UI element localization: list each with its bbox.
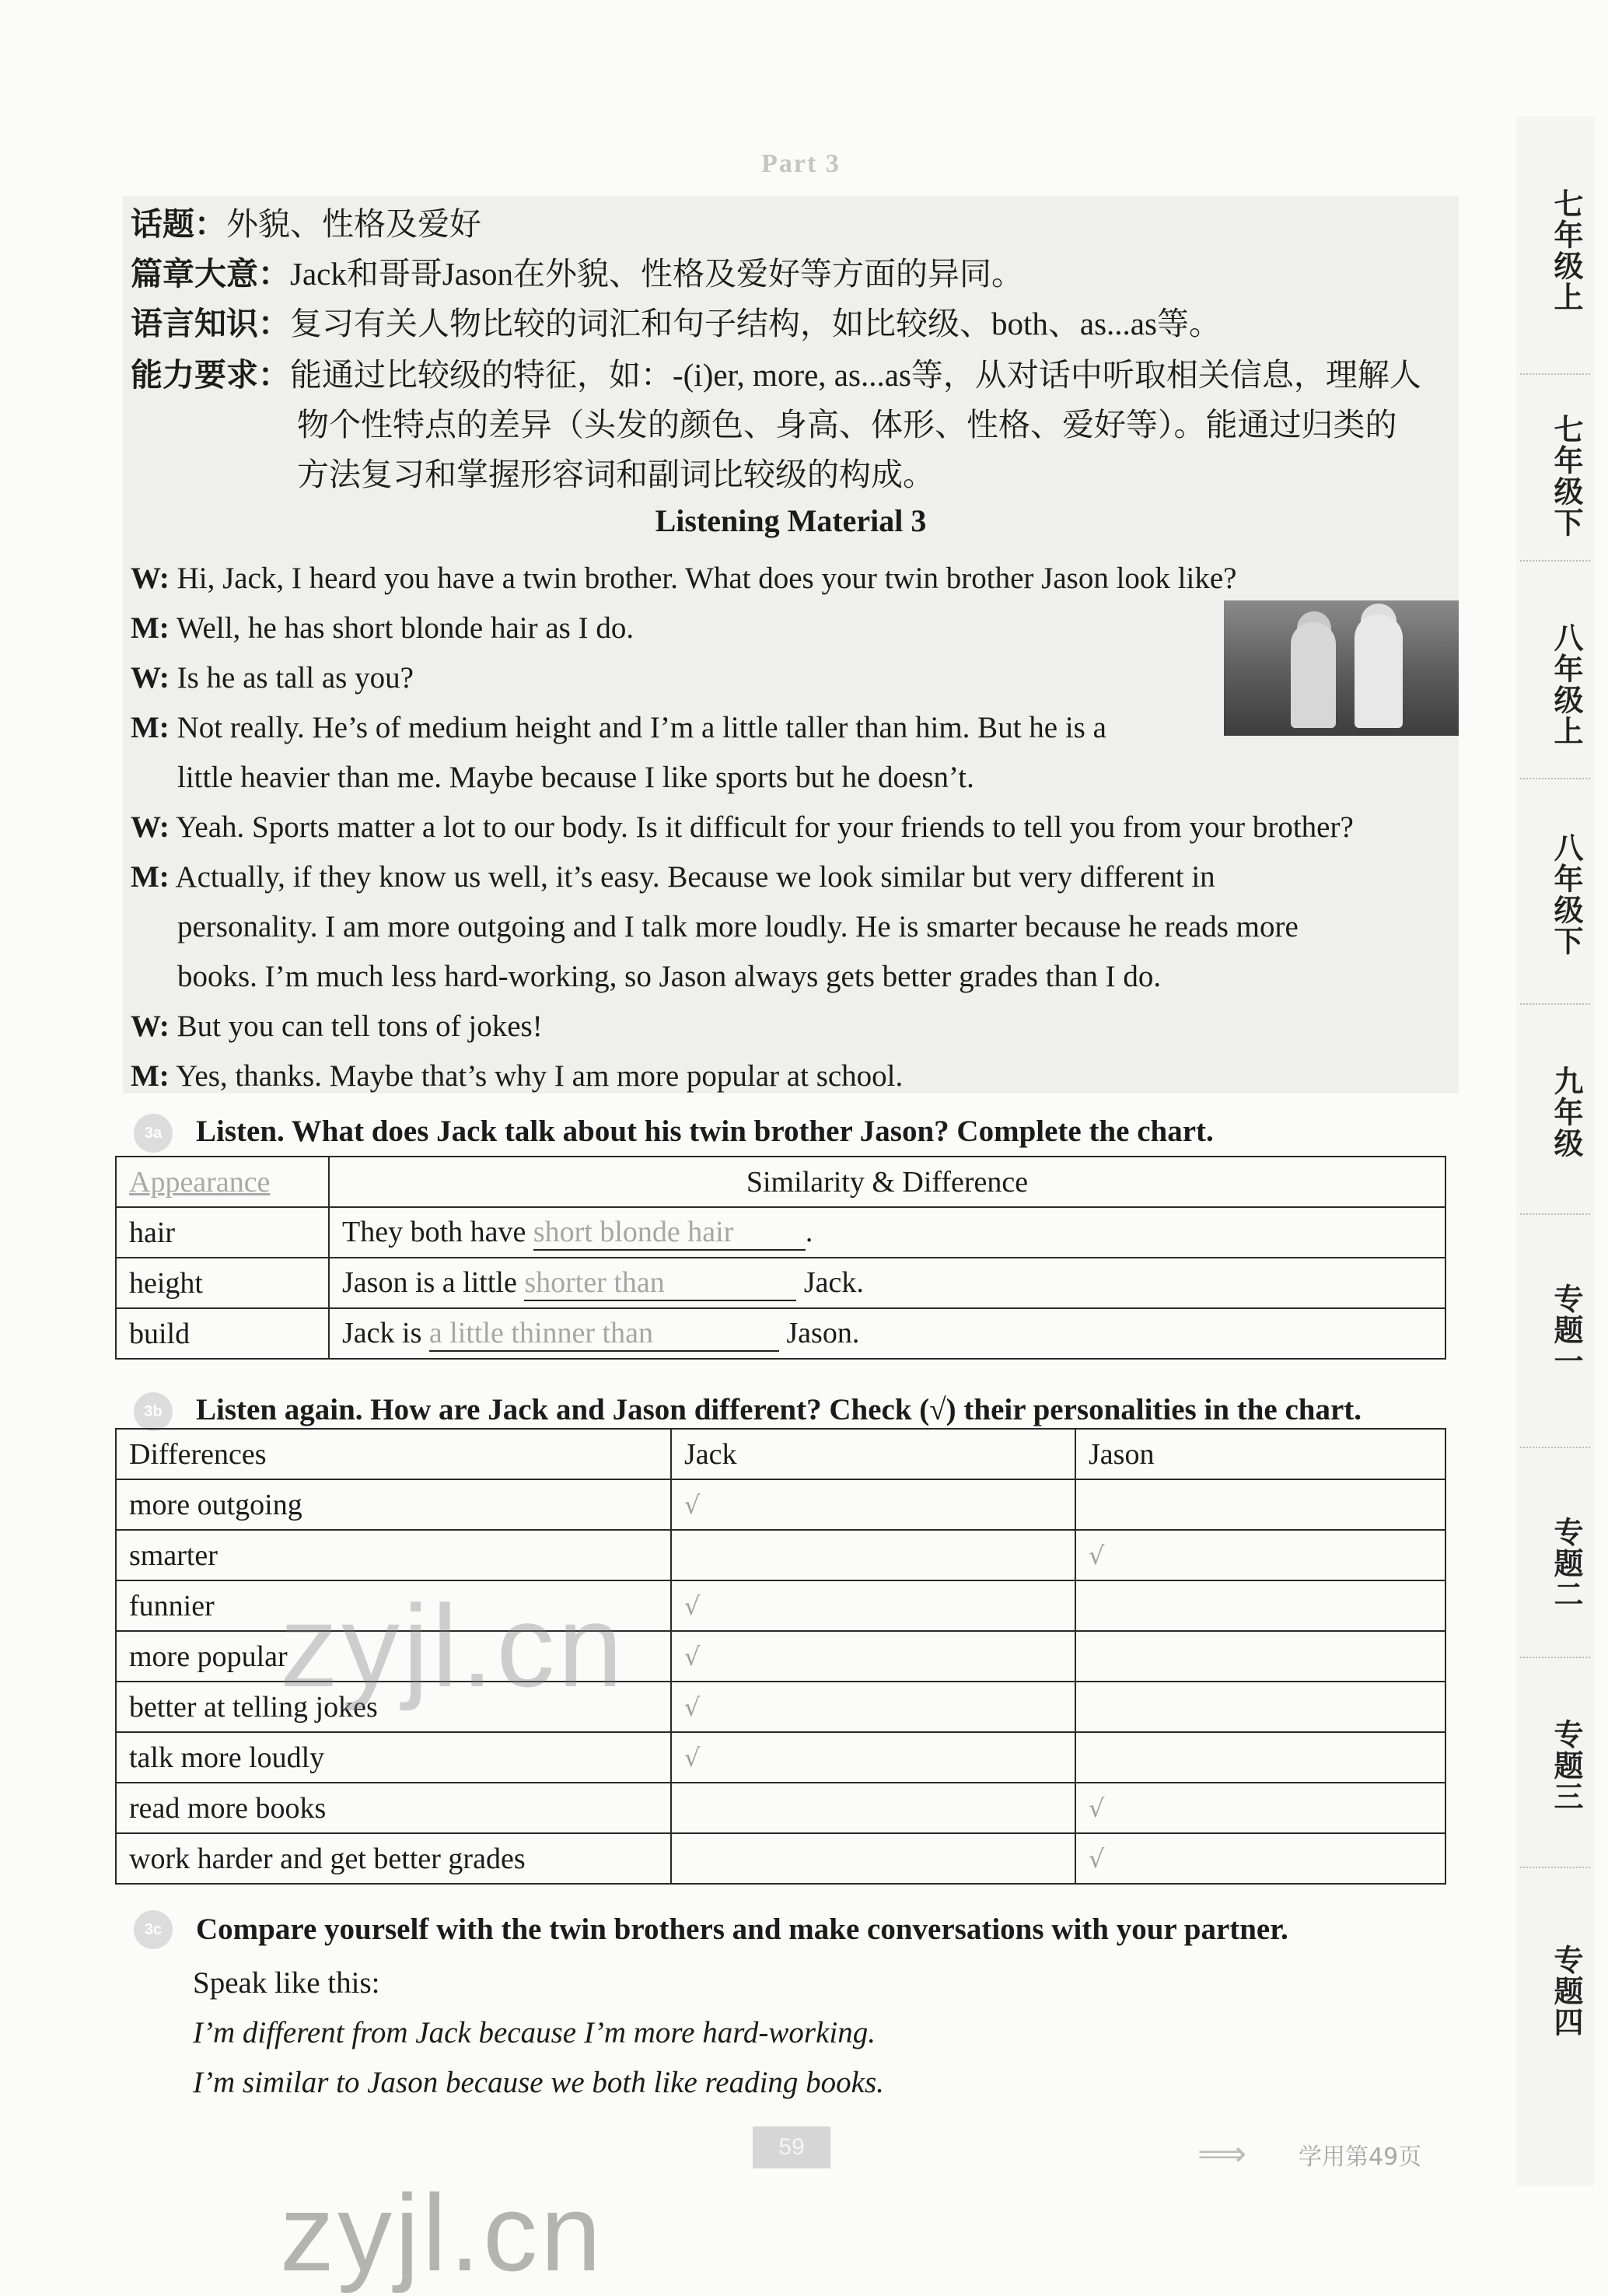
difference-label: read more books	[116, 1783, 671, 1833]
appearance-chart	[115, 1156, 1446, 1360]
example-sentence-1: I’m different from Jack because I’m more hard-working.	[193, 2016, 876, 2049]
jason-check	[1075, 1479, 1445, 1530]
knowledge-label: 语言知识：	[131, 306, 290, 341]
summary-label: 篇章大意：	[131, 256, 290, 292]
difference-label: more outgoing	[116, 1479, 671, 1530]
ability-text-1: 能通过比较级的特征，如：-(i)er, more, as...as等，从对话中听取相关信息，理解人	[290, 357, 1421, 393]
table-row	[116, 1732, 1445, 1783]
utterance: Actually, if they know us well, it’s easy. Because we look similar but very different in	[175, 860, 1215, 894]
speaker: W:	[131, 661, 170, 695]
difference-label: talk more loudly	[116, 1732, 671, 1783]
jack-check	[671, 1530, 1075, 1580]
watermark-text: zyjl.cn	[280, 1580, 626, 1711]
arrow-icon: ⟹	[1197, 2134, 1247, 2174]
page-number: 59	[753, 2126, 830, 2168]
speaker: M:	[131, 860, 170, 894]
sidebar-divider	[1520, 1003, 1590, 1005]
utterance: Yes, thanks. Maybe that’s why I am more popular at school.	[176, 1059, 904, 1093]
summary-text: Jack和哥哥Jason在外貌、性格及爱好等方面的异同。	[290, 256, 1023, 292]
sidebar-tab-grade8-up[interactable]: 八年级上	[1549, 622, 1583, 747]
sidebar-tab-topic-2[interactable]: 专题二	[1549, 1517, 1583, 1610]
dialogue-line-4	[131, 703, 1106, 753]
dialogue-line-3	[131, 653, 414, 703]
difference-label: more popular	[116, 1631, 671, 1682]
speaker: W:	[131, 810, 170, 844]
dialogue-line-4-cont: little heavier than me. Maybe because I like sports but he doesn’t.	[177, 761, 974, 794]
dialogue-line-1	[131, 554, 1236, 604]
answer-blank: short blonde hair	[533, 1215, 806, 1251]
footer-reference: 学用第49页	[1299, 2144, 1422, 2171]
row-sentence: They both have short blonde hair .	[329, 1207, 1445, 1258]
speaker: M:	[131, 611, 170, 645]
summary-line	[131, 252, 1023, 296]
watermark-bottom: zyjl.cn	[280, 2172, 604, 2294]
utterance: Is he as tall as you?	[177, 661, 414, 695]
table-row	[116, 1479, 1445, 1530]
ability-line-3: 方法复习和掌握形容词和副词比较级的构成。	[297, 457, 935, 492]
header-similarity: Similarity & Difference	[329, 1157, 1445, 1207]
utterance: Yeah. Sports matter a lot to our body. Is it difficult for your friends to tell you from your brother?	[176, 810, 1354, 844]
table-row	[116, 1833, 1445, 1884]
jason-check	[1075, 1580, 1445, 1631]
difference-label: work harder and get better grades	[116, 1833, 671, 1884]
jason-check: √	[1075, 1530, 1445, 1580]
answer-blank: shorter than	[524, 1265, 796, 1301]
jason-check: √	[1075, 1783, 1445, 1833]
difference-label: funnier	[116, 1580, 671, 1631]
sidebar-tab-topic-4[interactable]: 专题四	[1549, 1944, 1583, 2038]
difference-label: smarter	[116, 1530, 671, 1580]
listening-material-title: Listening Material 3	[655, 503, 927, 538]
dialogue-line-5	[131, 803, 1354, 852]
task-3a-title: Listen. What does Jack talk about his twin brother Jason? Complete the chart.	[196, 1115, 1214, 1148]
jason-check	[1075, 1732, 1445, 1783]
speaker: M:	[131, 1059, 170, 1093]
speaker: W:	[131, 1010, 170, 1043]
header-differences: Differences	[116, 1429, 671, 1479]
row-label: build	[116, 1308, 329, 1359]
sidebar-tab-topic-3[interactable]: 专题三	[1549, 1719, 1583, 1812]
header-appearance: Appearance	[116, 1157, 329, 1207]
answer-blank: a little thinner than	[429, 1316, 779, 1352]
task-3c-title: Compare yourself with the twin brothers and make conversations with your partner.	[196, 1913, 1288, 1946]
sidebar-tab-grade8-down[interactable]: 八年级下	[1549, 832, 1583, 957]
speak-like-this: Speak like this:	[193, 1966, 380, 2000]
jack-check: √	[671, 1631, 1075, 1682]
task-3b-title: Listen again. How are Jack and Jason different? Check (√) their personalities in the chart.	[196, 1393, 1362, 1426]
ability-line-1	[131, 353, 1421, 397]
sidebar-divider	[1520, 778, 1590, 779]
utterance: Well, he has short blonde hair as I do.	[176, 611, 634, 645]
table-row	[116, 1207, 1445, 1258]
sidebar-divider	[1520, 1867, 1590, 1868]
jack-check: √	[671, 1682, 1075, 1732]
ability-label: 能力要求：	[131, 357, 290, 393]
row-label: height	[116, 1258, 329, 1308]
task-3b-badge: 3b	[134, 1392, 173, 1431]
task-3c-badge: 3c	[134, 1910, 173, 1949]
sidebar-tab-topic-1[interactable]: 专题一	[1549, 1283, 1583, 1377]
row-label: hair	[116, 1207, 329, 1258]
row-sentence: Jack is a little thinner than Jason.	[329, 1308, 1445, 1359]
header-jason: Jason	[1075, 1429, 1445, 1479]
example-sentence-2: I’m similar to Jason because we both like reading books.	[193, 2066, 884, 2099]
table-row	[116, 1429, 1445, 1479]
knowledge-text: 复习有关人物比较的词汇和句子结构，如比较级、both、as...as等。	[290, 306, 1221, 341]
task-3a-badge: 3a	[134, 1114, 173, 1153]
header-jack: Jack	[671, 1429, 1075, 1479]
sidebar-tab-grade7-up[interactable]: 七年级上	[1549, 188, 1583, 313]
twin-brothers-photo	[1224, 600, 1459, 736]
dialogue-line-2	[131, 604, 634, 653]
jack-check: √	[671, 1580, 1075, 1631]
difference-label: better at telling jokes	[116, 1682, 671, 1732]
speaker: M:	[131, 711, 170, 744]
dialogue-line-6-cont2: books. I’m much less hard-working, so Jason always gets better grades than I do.	[177, 960, 1162, 993]
jack-check	[671, 1783, 1075, 1833]
table-row	[116, 1308, 1445, 1359]
sidebar-divider	[1520, 1657, 1590, 1658]
sidebar-tab-grade7-down[interactable]: 七年级下	[1549, 414, 1583, 538]
ability-line-2: 物个性特点的差异（头发的颜色、身高、体形、性格、爱好等）。能通过归类的	[297, 407, 1397, 443]
sidebar-divider	[1520, 1213, 1590, 1215]
speaker: W:	[131, 562, 170, 595]
jason-check	[1075, 1682, 1445, 1732]
table-row	[116, 1783, 1445, 1833]
jack-check	[671, 1833, 1075, 1884]
utterance: Hi, Jack, I heard you have a twin brother. What does your twin brother Jason look like?	[177, 562, 1237, 595]
sidebar-divider	[1520, 1447, 1590, 1448]
jason-check	[1075, 1631, 1445, 1682]
dialogue-line-6	[131, 852, 1215, 902]
knowledge-line	[131, 302, 1221, 345]
table-row	[116, 1258, 1445, 1308]
jack-check: √	[671, 1479, 1075, 1530]
part-title: Part 3	[761, 149, 841, 178]
sidebar-divider	[1520, 373, 1590, 375]
sidebar-tab-grade9[interactable]: 九年级	[1549, 1066, 1583, 1159]
topic-text: 外貌、性格及爱好	[226, 206, 481, 242]
utterance: But you can tell tons of jokes!	[177, 1010, 543, 1043]
sidebar-divider	[1520, 560, 1590, 562]
table-row	[116, 1530, 1445, 1580]
topic-line	[131, 202, 481, 246]
topic-label: 话题：	[131, 206, 226, 242]
utterance: Not really. He’s of medium height and I’m a little taller than him. But he is a	[177, 711, 1106, 744]
jason-check: √	[1075, 1833, 1445, 1884]
dialogue-line-7	[131, 1002, 543, 1052]
table-row	[116, 1157, 1445, 1207]
row-sentence: Jason is a little shorter than Jack.	[329, 1258, 1445, 1308]
dialogue-line-6-cont: personality. I am more outgoing and I talk more loudly. He is smarter because he reads more	[177, 910, 1299, 943]
dialogue-line-8	[131, 1052, 903, 1101]
jack-check: √	[671, 1732, 1075, 1783]
